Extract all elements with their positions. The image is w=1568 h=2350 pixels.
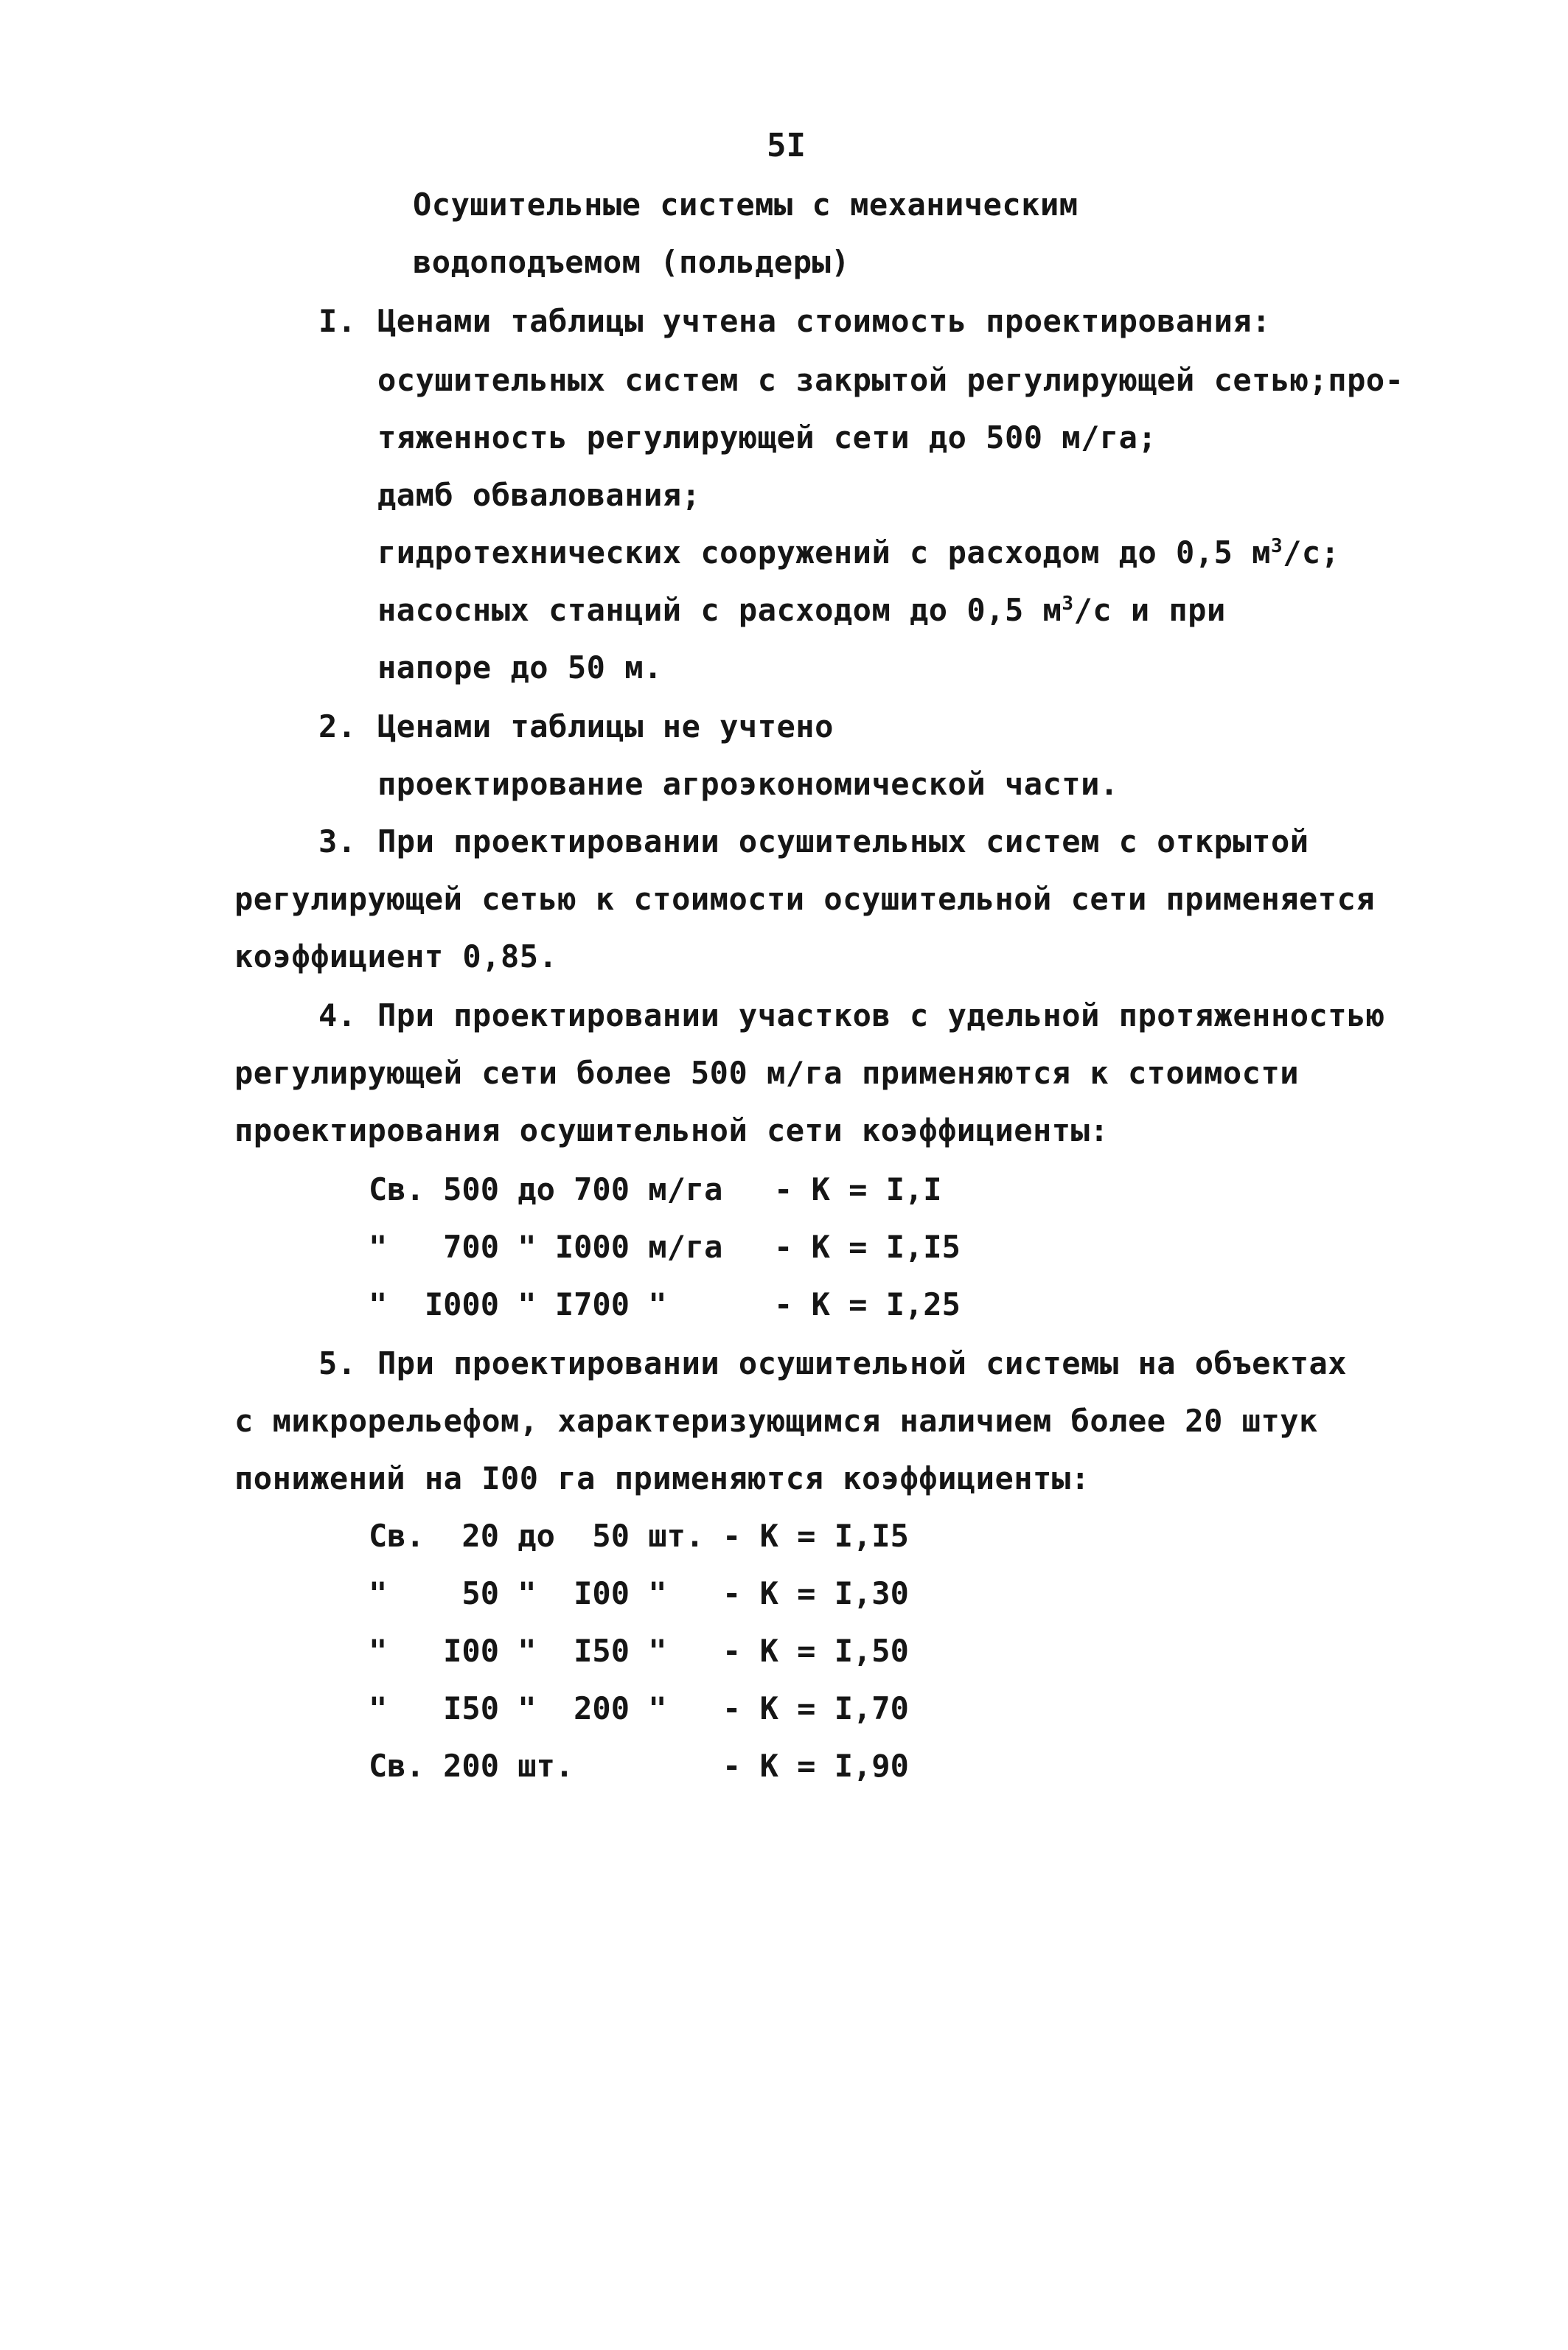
item-5-number: 5. xyxy=(318,1345,357,1381)
item-4-row-3-range: " I000 " I700 " xyxy=(369,1286,667,1322)
item-1-line-1: Ценами таблицы учтена стоимость проектирования: xyxy=(377,303,1271,339)
item-2-line-2: проектирование агроэкономической части. xyxy=(377,766,1119,802)
section-title-line-2: водоподъемом (польдеры) xyxy=(413,244,851,280)
item-1-line-5 xyxy=(377,532,1339,573)
item-2-line-1: Ценами таблицы не учтено xyxy=(377,708,834,745)
item-4-line-3: проектирования осушительной сети коэффициенты: xyxy=(234,1112,1109,1148)
item-4-row-3-coefficient: - К = I,25 xyxy=(774,1286,961,1322)
item-5-row-5-coefficient: - К = I,90 xyxy=(722,1748,909,1784)
item-5-row-4-coefficient: - К = I,70 xyxy=(722,1690,909,1726)
item-5-line-2: с микрорельефом, характеризующимся наличием более 20 штук xyxy=(234,1403,1318,1439)
item-4-number: 4. xyxy=(318,997,357,1033)
item-3-line-3: коэффициент 0,85. xyxy=(234,938,558,974)
item-5-row-1-range: Св. 20 до 50 шт. xyxy=(369,1518,705,1554)
item-3-number: 3. xyxy=(318,823,357,860)
item-4-row-1-range: Св. 500 до 700 м/га xyxy=(369,1171,723,1207)
item-1-number: I. xyxy=(318,303,357,339)
item-5-row-2-range: " 50 " I00 " xyxy=(369,1575,667,1611)
item-1-line-4: дамб обвалования; xyxy=(377,477,701,513)
item-1-line-6 xyxy=(377,590,1226,631)
item-3-line-2: регулирующей сетью к стоимости осушительной сети применяется xyxy=(234,881,1376,917)
item-5-row-3-range: " I00 " I50 " xyxy=(369,1633,667,1669)
item-1-line-5-unit: /с; xyxy=(1283,534,1340,571)
item-4-row-2-range: " 700 " I000 м/га xyxy=(369,1229,723,1265)
item-4-row-2-coefficient: - К = I,I5 xyxy=(774,1229,961,1265)
item-1-line-6-superscript: 3 xyxy=(1062,593,1074,615)
item-5-row-2-coefficient: - К = I,30 xyxy=(722,1575,909,1611)
item-1-line-5-text: гидротехнических сооружений с расходом до 0,5 м xyxy=(377,534,1271,571)
section-title-line-1: Осушительные системы с механическим xyxy=(413,186,1079,223)
item-1-line-6-unit: /с и при xyxy=(1073,592,1226,628)
item-3-line-1: При проектировании осушительных систем с открытой xyxy=(377,823,1309,860)
page-number: 5I xyxy=(767,127,806,164)
item-1-line-7: напоре до 50 м. xyxy=(377,649,663,686)
item-5-line-3: понижений на I00 га применяются коэффициенты: xyxy=(234,1460,1090,1496)
item-1-line-2: осушительных систем с закрытой регулирующей сетью;про- xyxy=(377,362,1404,398)
item-5-line-1: При проектировании осушительной системы на объектах xyxy=(377,1345,1348,1381)
item-5-row-3-coefficient: - К = I,50 xyxy=(722,1633,909,1669)
item-2-number: 2. xyxy=(318,708,357,745)
item-1-line-5-superscript: 3 xyxy=(1270,535,1283,557)
item-5-row-1-coefficient: - К = I,I5 xyxy=(722,1518,909,1554)
item-1-line-6-text: насосных станций с расходом до 0,5 м xyxy=(377,592,1062,628)
item-4-line-1: При проектировании участков с удельной протяженностью xyxy=(377,997,1385,1033)
item-1-line-3: тяженность регулирующей сети до 500 м/га; xyxy=(377,419,1157,456)
item-4-line-2: регулирующей сети более 500 м/га применяются к стоимости xyxy=(234,1055,1300,1091)
item-5-row-5-range: Св. 200 шт. xyxy=(369,1748,574,1784)
item-4-row-1-coefficient: - К = I,I xyxy=(774,1171,942,1207)
item-5-row-4-range: " I50 " 200 " xyxy=(369,1690,667,1726)
